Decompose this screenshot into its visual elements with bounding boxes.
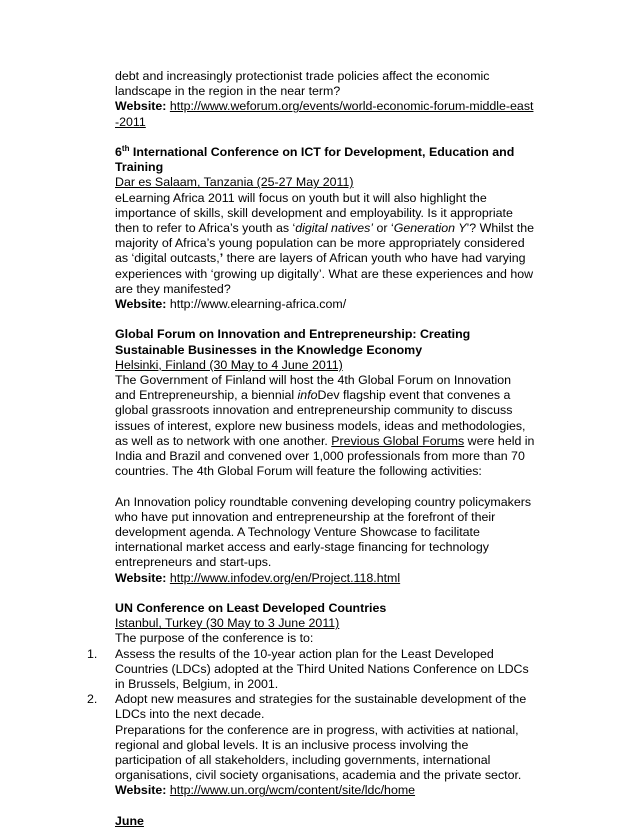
desc-text: The Government of Finland will host the 4th Global Forum on Innovation and Entrepreneurship, a biennial <box>115 373 512 403</box>
title-number: 6 <box>115 145 122 159</box>
desc-text: Preparations for the conference are in progress, with activities at national, regional and global levels. It is an inclusive process involving the participation of all stakeholders, including governments, international organisations, civil society organisations, academia and the private sector. <box>115 722 522 783</box>
elearning-africa-link[interactable]: http://www.elearning-africa.com/ <box>166 297 347 312</box>
document-content <box>87 69 535 829</box>
desc-bold-quote: ’ <box>219 251 224 266</box>
event-location-istanbul: Istanbul, Turkey (30 May to 3 June 2011) <box>115 616 340 631</box>
event-location-helsinki: Helsinki, Finland (30 May to 4 June 2011) <box>115 357 343 372</box>
desc-text: An Innovation policy roundtable convening developing country policymakers who have put innovation and entrepreneurship at the forefront of their development agenda. A Technology Venture Showcase to facilitate international market access and early-stage financing for technology entrepreneurs and start-ups. <box>115 494 532 570</box>
desc-italic-info: info <box>297 388 318 403</box>
event-title-ict-conference <box>115 145 535 175</box>
list-item <box>87 692 535 722</box>
intro-text: debt and increasingly protectionist trade policies affect the economic landscape in the region in the near term? <box>115 69 490 99</box>
desc-text: eLearning Africa 2011 will focus on youth but it will also highlight the importance of skills, skill development and employability. Is it appropriate then to refer to Africa’s youth as ‘ <box>115 190 513 236</box>
previous-global-forums-link[interactable]: Previous Global Forums <box>331 433 465 448</box>
desc-text: were held in India and Brazil and convened over 1,000 professionals from more than 70 countries. The 4th Global Forum will feature the following activities: <box>115 433 535 479</box>
desc-text: ’? Whilst the majority of Africa’s young population can be more appropriately considered as ‘digital outcasts, <box>115 221 535 266</box>
weforum-link[interactable]: http://www.weforum.org/events/world-economic-forum-middle-east-2011 <box>115 99 534 129</box>
desc-italic-digital-natives: digital natives’ <box>295 221 374 236</box>
desc-text: Dev flagship event that convenes a global grassroots innovation and entrepreneurship community to discuss issues of interest, explore new business models, ideas and methodologies, as well as to network with one another. <box>115 388 526 448</box>
desc-text: or ‘ <box>373 221 394 236</box>
intro-paragraph <box>115 69 535 130</box>
event-description-elearning <box>115 191 535 313</box>
website-label: Website: <box>115 99 167 114</box>
purpose-list <box>87 646 535 723</box>
month-heading-june: June <box>115 813 144 828</box>
desc-italic-generation-y: Generation Y <box>393 221 467 236</box>
event-location-dar-es-salaam: Dar es Salaam, Tanzania (25-27 May 2011) <box>115 175 354 190</box>
website-label: Website: <box>115 297 167 312</box>
event-purpose-intro: The purpose of the conference is to: <box>115 631 314 646</box>
list-number: 2. <box>87 692 98 707</box>
website-label: Website: <box>115 783 167 798</box>
event-title-un-ldc-conference: UN Conference on Least Developed Countries <box>115 601 387 616</box>
list-item-text: Adopt new measures and strategies for the sustainable development of the LDCs into the next decade. <box>115 692 527 722</box>
event-preparations-paragraph <box>115 723 535 799</box>
website-label: Website: <box>115 570 167 585</box>
title-superscript: th <box>121 144 130 153</box>
desc-text: there are layers of African youth who have had varying experiences with ‘growing up digitally’. What are these experiences and how are they manifested? <box>115 251 534 296</box>
list-number: 1. <box>87 646 98 661</box>
event-description-global-forum <box>115 373 535 479</box>
title-text: International Conference on ICT for Development, Education and Training <box>115 145 515 175</box>
list-item <box>87 646 535 693</box>
event-title-global-forum: Global Forum on Innovation and Entrepreneurship: Creating Sustainable Businesses in the Knowledge Economy <box>115 327 471 357</box>
un-ldc-link[interactable]: http://www.un.org/wcm/content/site/ldc/home <box>169 783 416 798</box>
list-item-text: Assess the results of the 10-year action plan for the Least Developed Countries (LDCs) adopted at the Third United Nations Conference on LDCs in Brussels, Belgium, in 2001. <box>115 646 529 692</box>
infodev-link[interactable]: http://www.infodev.org/en/Project.118.html <box>169 570 401 585</box>
event-activities-paragraph <box>115 495 535 586</box>
